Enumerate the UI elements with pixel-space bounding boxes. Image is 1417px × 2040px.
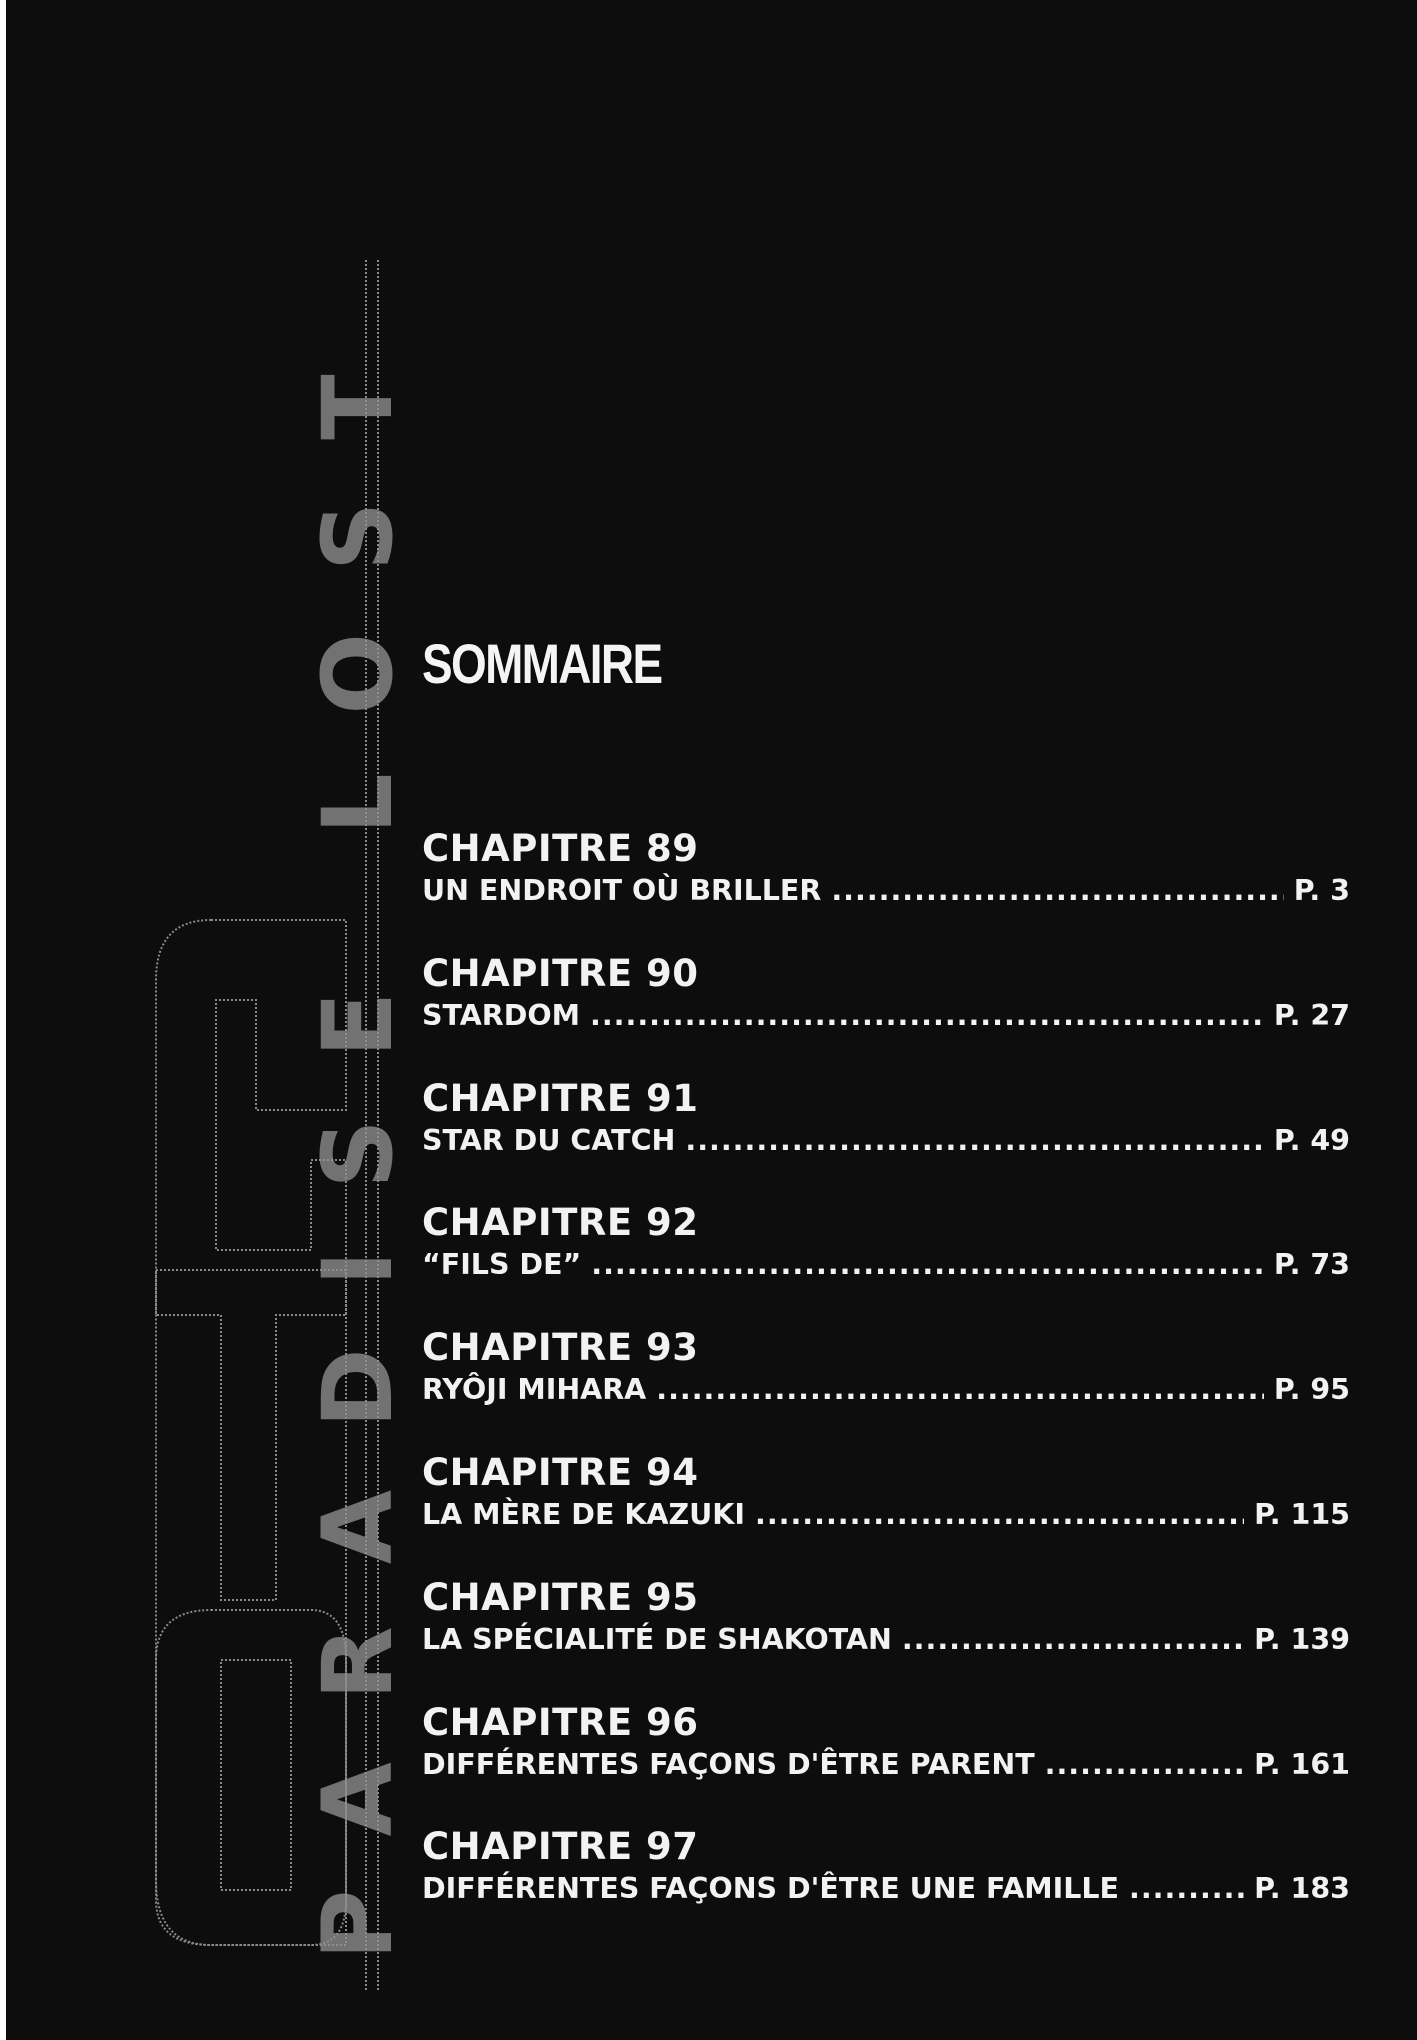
chapter-title: LA MÈRE DE KAZUKI	[422, 1497, 745, 1531]
page-number: P. 73	[1273, 1248, 1350, 1282]
entry-line	[422, 1496, 1350, 1534]
toc-entry	[422, 1450, 1350, 1575]
paradise-lost-text: PARADISE LOST	[302, 312, 414, 1960]
page-title: SOMMAIRE	[422, 632, 662, 695]
toc-entry	[422, 1325, 1350, 1450]
toc-entry	[422, 1200, 1350, 1325]
table-of-contents	[422, 826, 1350, 1949]
page-number: P. 161	[1254, 1747, 1350, 1781]
dot-leader	[656, 1371, 1264, 1409]
chapter-title: LA SPÉCIALITÉ DE SHAKOTAN	[422, 1622, 892, 1656]
entry-line	[422, 997, 1350, 1035]
toc-entry	[422, 1700, 1350, 1825]
page-number: P. 3	[1293, 874, 1350, 907]
page-number: P. 95	[1273, 1373, 1350, 1407]
chapter-title: DIFFÉRENTES FAÇONS D'ÊTRE PARENT	[422, 1747, 1035, 1781]
chapter-title: “FILS DE”	[422, 1248, 582, 1282]
chapter-label: CHAPITRE 97	[422, 1825, 699, 1869]
chapter-title: RYÔJI MIHARA	[422, 1373, 647, 1407]
chapter-label: CHAPITRE 94	[422, 1450, 699, 1494]
entry-line	[422, 872, 1350, 910]
dot-leader	[590, 997, 1264, 1035]
dot-leader	[1045, 1746, 1244, 1784]
chapter-label: CHAPITRE 96	[422, 1700, 699, 1744]
toc-entry	[422, 1076, 1350, 1201]
chapter-title: STAR DU CATCH	[422, 1123, 676, 1157]
chapter-title: STARDOM	[422, 998, 581, 1032]
entry-line	[422, 1122, 1350, 1160]
chapter-label: CHAPITRE 93	[422, 1326, 699, 1370]
page-number: P. 27	[1273, 998, 1350, 1032]
chapter-label: CHAPITRE 90	[422, 951, 699, 995]
chapter-label: CHAPITRE 95	[422, 1575, 699, 1619]
chapter-title: DIFFÉRENTES FAÇONS D'ÊTRE UNE FAMILLE	[422, 1872, 1120, 1906]
page-number: P. 139	[1254, 1622, 1350, 1656]
dot-leader	[831, 872, 1283, 910]
dot-leader	[902, 1621, 1244, 1659]
entry-line	[422, 1621, 1350, 1659]
page-number: P. 49	[1273, 1123, 1350, 1157]
dot-leader	[685, 1122, 1264, 1160]
dot-leader	[1129, 1870, 1244, 1908]
page-number: P. 115	[1254, 1497, 1350, 1531]
dot-leader	[591, 1246, 1264, 1284]
toc-entry	[422, 951, 1350, 1076]
chapter-label: CHAPITRE 89	[422, 827, 699, 870]
chapter-title: UN ENDROIT OÙ BRILLER	[422, 874, 822, 907]
toc-entry	[422, 1824, 1350, 1949]
chapter-label: CHAPITRE 91	[422, 1076, 699, 1120]
entry-line	[422, 1246, 1350, 1284]
contents-page	[6, 0, 1417, 2040]
toc-entry	[422, 1575, 1350, 1700]
toc-entry	[422, 826, 1350, 951]
entry-line	[422, 1746, 1350, 1784]
entry-line	[422, 1371, 1350, 1409]
page-number: P. 183	[1254, 1872, 1350, 1906]
dot-leader	[755, 1496, 1244, 1534]
entry-line	[422, 1870, 1350, 1908]
chapter-label: CHAPITRE 92	[422, 1201, 699, 1245]
